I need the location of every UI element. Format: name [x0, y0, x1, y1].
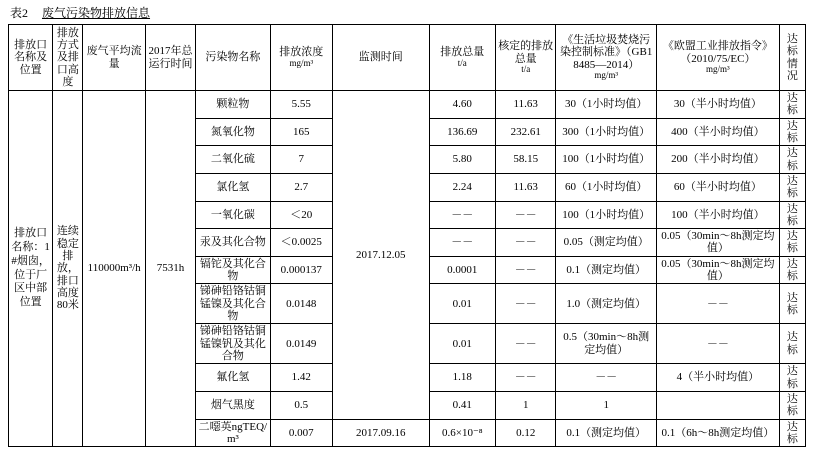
cell-gb-standard: －－ [556, 364, 657, 392]
cell-concentration: 0.5 [270, 391, 332, 419]
cell-total: 136.69 [429, 118, 495, 146]
cell-gb-standard: 0.1（测定均值） [556, 419, 657, 447]
cell-gb-standard: 100（1小时均值） [556, 201, 657, 229]
cell-compliance: 达标 [779, 201, 805, 229]
caption-label: 表2 [10, 6, 29, 20]
cell-pollutant: 锑砷铅铬钴铜锰镍及其化合物 [196, 284, 270, 324]
cell-total: 5.80 [429, 146, 495, 174]
cell-pollutant: 一氧化碳 [196, 201, 270, 229]
header-pollutant-name: 污染物名称 [196, 25, 270, 91]
cell-flow: 110000m³/h [83, 91, 145, 447]
header-compliance: 达标情况 [779, 25, 805, 91]
cell-pollutant: 氮氧化物 [196, 118, 270, 146]
cell-eu-standard: 200（半小时均值） [657, 146, 780, 174]
cell-concentration: ＜20 [270, 201, 332, 229]
cell-approved-total: 232.61 [496, 118, 556, 146]
header-approved-total: 核定的排放总量 t/a [496, 25, 556, 91]
cell-gb-standard: 60（1小时均值） [556, 173, 657, 201]
header-total: 排放总量 t/a [429, 25, 495, 91]
cell-eu-standard: －－ [657, 324, 780, 364]
cell-compliance: 达标 [779, 229, 805, 257]
cell-gb-standard: 1 [556, 391, 657, 419]
cell-pollutant: 烟气黑度 [196, 391, 270, 419]
table-header-row [9, 25, 806, 91]
cell-eu-standard: 30（半小时均值） [657, 91, 780, 119]
cell-approved-total: 11.63 [496, 173, 556, 201]
cell-total: 0.01 [429, 324, 495, 364]
header-total-unit: t/a [457, 57, 467, 68]
cell-total: 0.41 [429, 391, 495, 419]
cell-concentration: ＜0.0025 [270, 229, 332, 257]
header-concentration: 排放浓度 mg/m³ [270, 25, 332, 91]
header-concentration-unit: mg/m³ [289, 57, 314, 68]
cell-pollutant: 二氧化硫 [196, 146, 270, 174]
cell-compliance: 达标 [779, 173, 805, 201]
cell-approved-total: 58.15 [496, 146, 556, 174]
cell-pollutant: 锑砷铅铬钴铜锰镍钒及其化合物 [196, 324, 270, 364]
cell-approved-total: －－ [496, 284, 556, 324]
cell-compliance: 达标 [779, 391, 805, 419]
cell-gb-standard: 0.1（测定均值） [556, 256, 657, 284]
cell-concentration: 2.7 [270, 173, 332, 201]
cell-approved-total: 11.63 [496, 91, 556, 119]
cell-outlet-name: 排放口名称：1#烟囱，位于厂区中部位置 [9, 91, 53, 447]
cell-compliance: 达标 [779, 364, 805, 392]
cell-gb-standard: 300（1小时均值） [556, 118, 657, 146]
cell-concentration: 5.55 [270, 91, 332, 119]
cell-compliance: 达标 [779, 118, 805, 146]
cell-run-time: 7531h [145, 91, 195, 447]
cell-concentration: 1.42 [270, 364, 332, 392]
cell-eu-standard: 60（半小时均值） [657, 173, 780, 201]
cell-eu-standard: 400（半小时均值） [657, 118, 780, 146]
cell-monitor-time: 2017.12.05 [333, 91, 430, 420]
cell-pollutant: 氯化氢 [196, 173, 270, 201]
cell-compliance: 达标 [779, 419, 805, 447]
cell-approved-total: －－ [496, 201, 556, 229]
header-approved-total-unit: t/a [521, 63, 531, 74]
cell-approved-total: －－ [496, 324, 556, 364]
cell-concentration: 0.0148 [270, 284, 332, 324]
cell-eu-standard [657, 391, 780, 419]
header-outlet: 排放口名称及位置 [9, 25, 53, 91]
cell-total: 2.24 [429, 173, 495, 201]
cell-total: 0.01 [429, 284, 495, 324]
cell-monitor-time: 2017.09.16 [333, 419, 430, 447]
cell-approved-total: －－ [496, 229, 556, 257]
cell-approved-total: 1 [496, 391, 556, 419]
cell-total: 0.6×10⁻⁸ [429, 419, 495, 447]
cell-approved-total: 0.12 [496, 419, 556, 447]
cell-approved-total: －－ [496, 256, 556, 284]
cell-compliance: 达标 [779, 284, 805, 324]
header-discharge-mode: 排放方式及排口高度 [53, 25, 83, 91]
cell-gb-standard: 0.05（测定均值） [556, 229, 657, 257]
table-row [9, 91, 806, 119]
header-flow: 废气平均流量 [83, 25, 145, 91]
cell-pollutant: 颗粒物 [196, 91, 270, 119]
cell-discharge-mode: 连续稳定排放，排口高度80米 [53, 91, 83, 447]
cell-concentration: 0.000137 [270, 256, 332, 284]
table-caption [10, 6, 806, 20]
header-run-time: 2017年总运行时间 [145, 25, 195, 91]
cell-compliance: 达标 [779, 146, 805, 174]
header-eu-standard-unit: mg/m³ [706, 63, 730, 74]
header-monitor-time: 监测时间 [333, 25, 430, 91]
cell-concentration: 0.007 [270, 419, 332, 447]
cell-total: 4.60 [429, 91, 495, 119]
header-eu-standard: 《欧盟工业排放指令》（2010/75/EC） mg/m³ [657, 25, 780, 91]
cell-eu-standard: 4（半小时均值） [657, 364, 780, 392]
cell-eu-standard: 0.05（30min～8h测定均值） [657, 229, 780, 257]
cell-pollutant: 镉铊及其化合物 [196, 256, 270, 284]
cell-gb-standard: 30（1小时均值） [556, 91, 657, 119]
cell-total: 1.18 [429, 364, 495, 392]
cell-eu-standard: 100（半小时均值） [657, 201, 780, 229]
cell-total: －－ [429, 201, 495, 229]
cell-gb-standard: 100（1小时均值） [556, 146, 657, 174]
cell-compliance: 达标 [779, 91, 805, 119]
cell-pollutant: 汞及其化合物 [196, 229, 270, 257]
cell-approved-total: －－ [496, 364, 556, 392]
cell-eu-standard: －－ [657, 284, 780, 324]
header-gb-standard: 《生活垃圾焚烧污染控制标准》（GB18485—2014） mg/m³ [556, 25, 657, 91]
cell-total: 0.0001 [429, 256, 495, 284]
air-pollutant-emission-table [8, 24, 806, 447]
cell-pollutant: 氟化氢 [196, 364, 270, 392]
cell-concentration: 165 [270, 118, 332, 146]
caption-title: 废气污染物排放信息 [42, 6, 151, 20]
cell-compliance: 达标 [779, 256, 805, 284]
cell-eu-standard: 0.05（30min～8h测定均值） [657, 256, 780, 284]
cell-total: －－ [429, 229, 495, 257]
header-gb-standard-unit: mg/m³ [594, 70, 619, 81]
cell-concentration: 0.0149 [270, 324, 332, 364]
cell-eu-standard: 0.1（6h～8h测定均值） [657, 419, 780, 447]
cell-compliance: 达标 [779, 324, 805, 364]
cell-concentration: 7 [270, 146, 332, 174]
cell-gb-standard: 0.5（30min～8h测定均值） [556, 324, 657, 364]
cell-pollutant: 二噁英ngTEQ/m³ [196, 419, 270, 447]
cell-gb-standard: 1.0（测定均值） [556, 284, 657, 324]
